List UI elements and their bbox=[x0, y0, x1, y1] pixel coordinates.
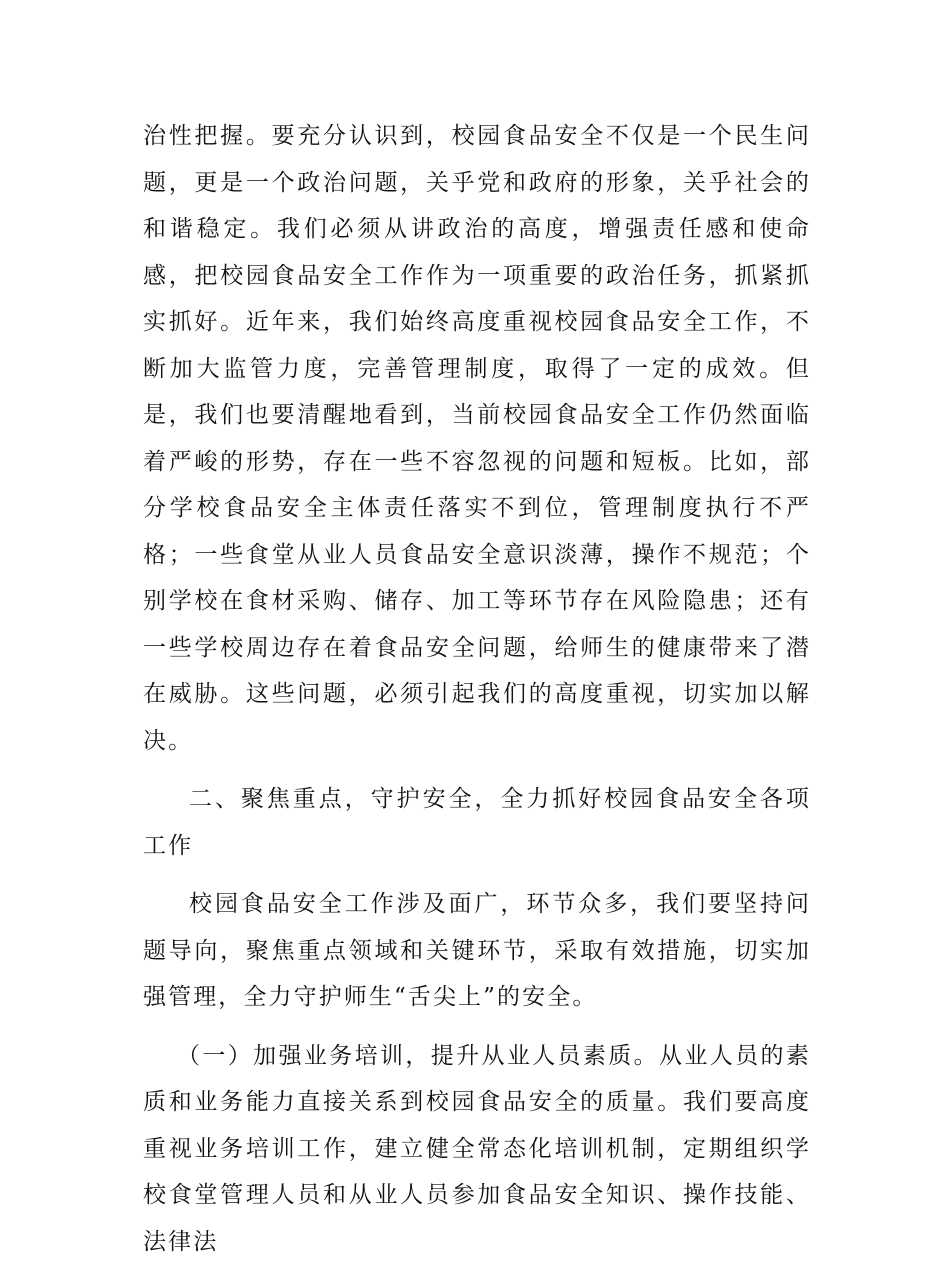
document-body bbox=[143, 113, 811, 1265]
section-heading: 二、聚焦重点，守护安全，全力抓好校园食品安全各项工作 bbox=[143, 776, 811, 869]
body-paragraph: 治性把握。要充分认识到，校园食品安全不仅是一个民生问题，更是一个政治问题，关乎党和政府的形象，关乎社会的和谐稳定。我们必须从讲政治的高度，增强责任感和使命感，把校园食品安全工作作为一项重要的政治任务，抓紧抓实抓好。近年来，我们始终高度重视校园食品安全工作，不断加大监管力度，完善管理制度，取得了一定的成效。但是，我们也要清醒地看到，当前校园食品安全工作仍然面临着严峻的形势，存在一些不容忽视的问题和短板。比如，部分学校食品安全主体责任落实不到位，管理制度执行不严格；一些食堂从业人员食品安全意识淡薄，操作不规范；个别学校在食材采购、储存、加工等环节存在风险隐患；还有一些学校周边存在着食品安全问题，给师生的健康带来了潜在威胁。这些问题，必须引起我们的高度重视，切实加以解决。 bbox=[143, 113, 811, 764]
body-paragraph: 校园食品安全工作涉及面广，环节众多，我们要坚持问题导向，聚焦重点领域和关键环节，采取有效措施，切实加强管理，全力守护师生“舌尖上”的安全。 bbox=[143, 881, 811, 1021]
subsection-paragraph: （一）加强业务培训，提升从业人员素质。从业人员的素质和业务能力直接关系到校园食品安全的质量。我们要高度重视业务培训工作，建立健全常态化培训机制，定期组织学校食堂管理人员和从业人员参加食品安全知识、操作技能、法律法 bbox=[143, 1033, 811, 1265]
